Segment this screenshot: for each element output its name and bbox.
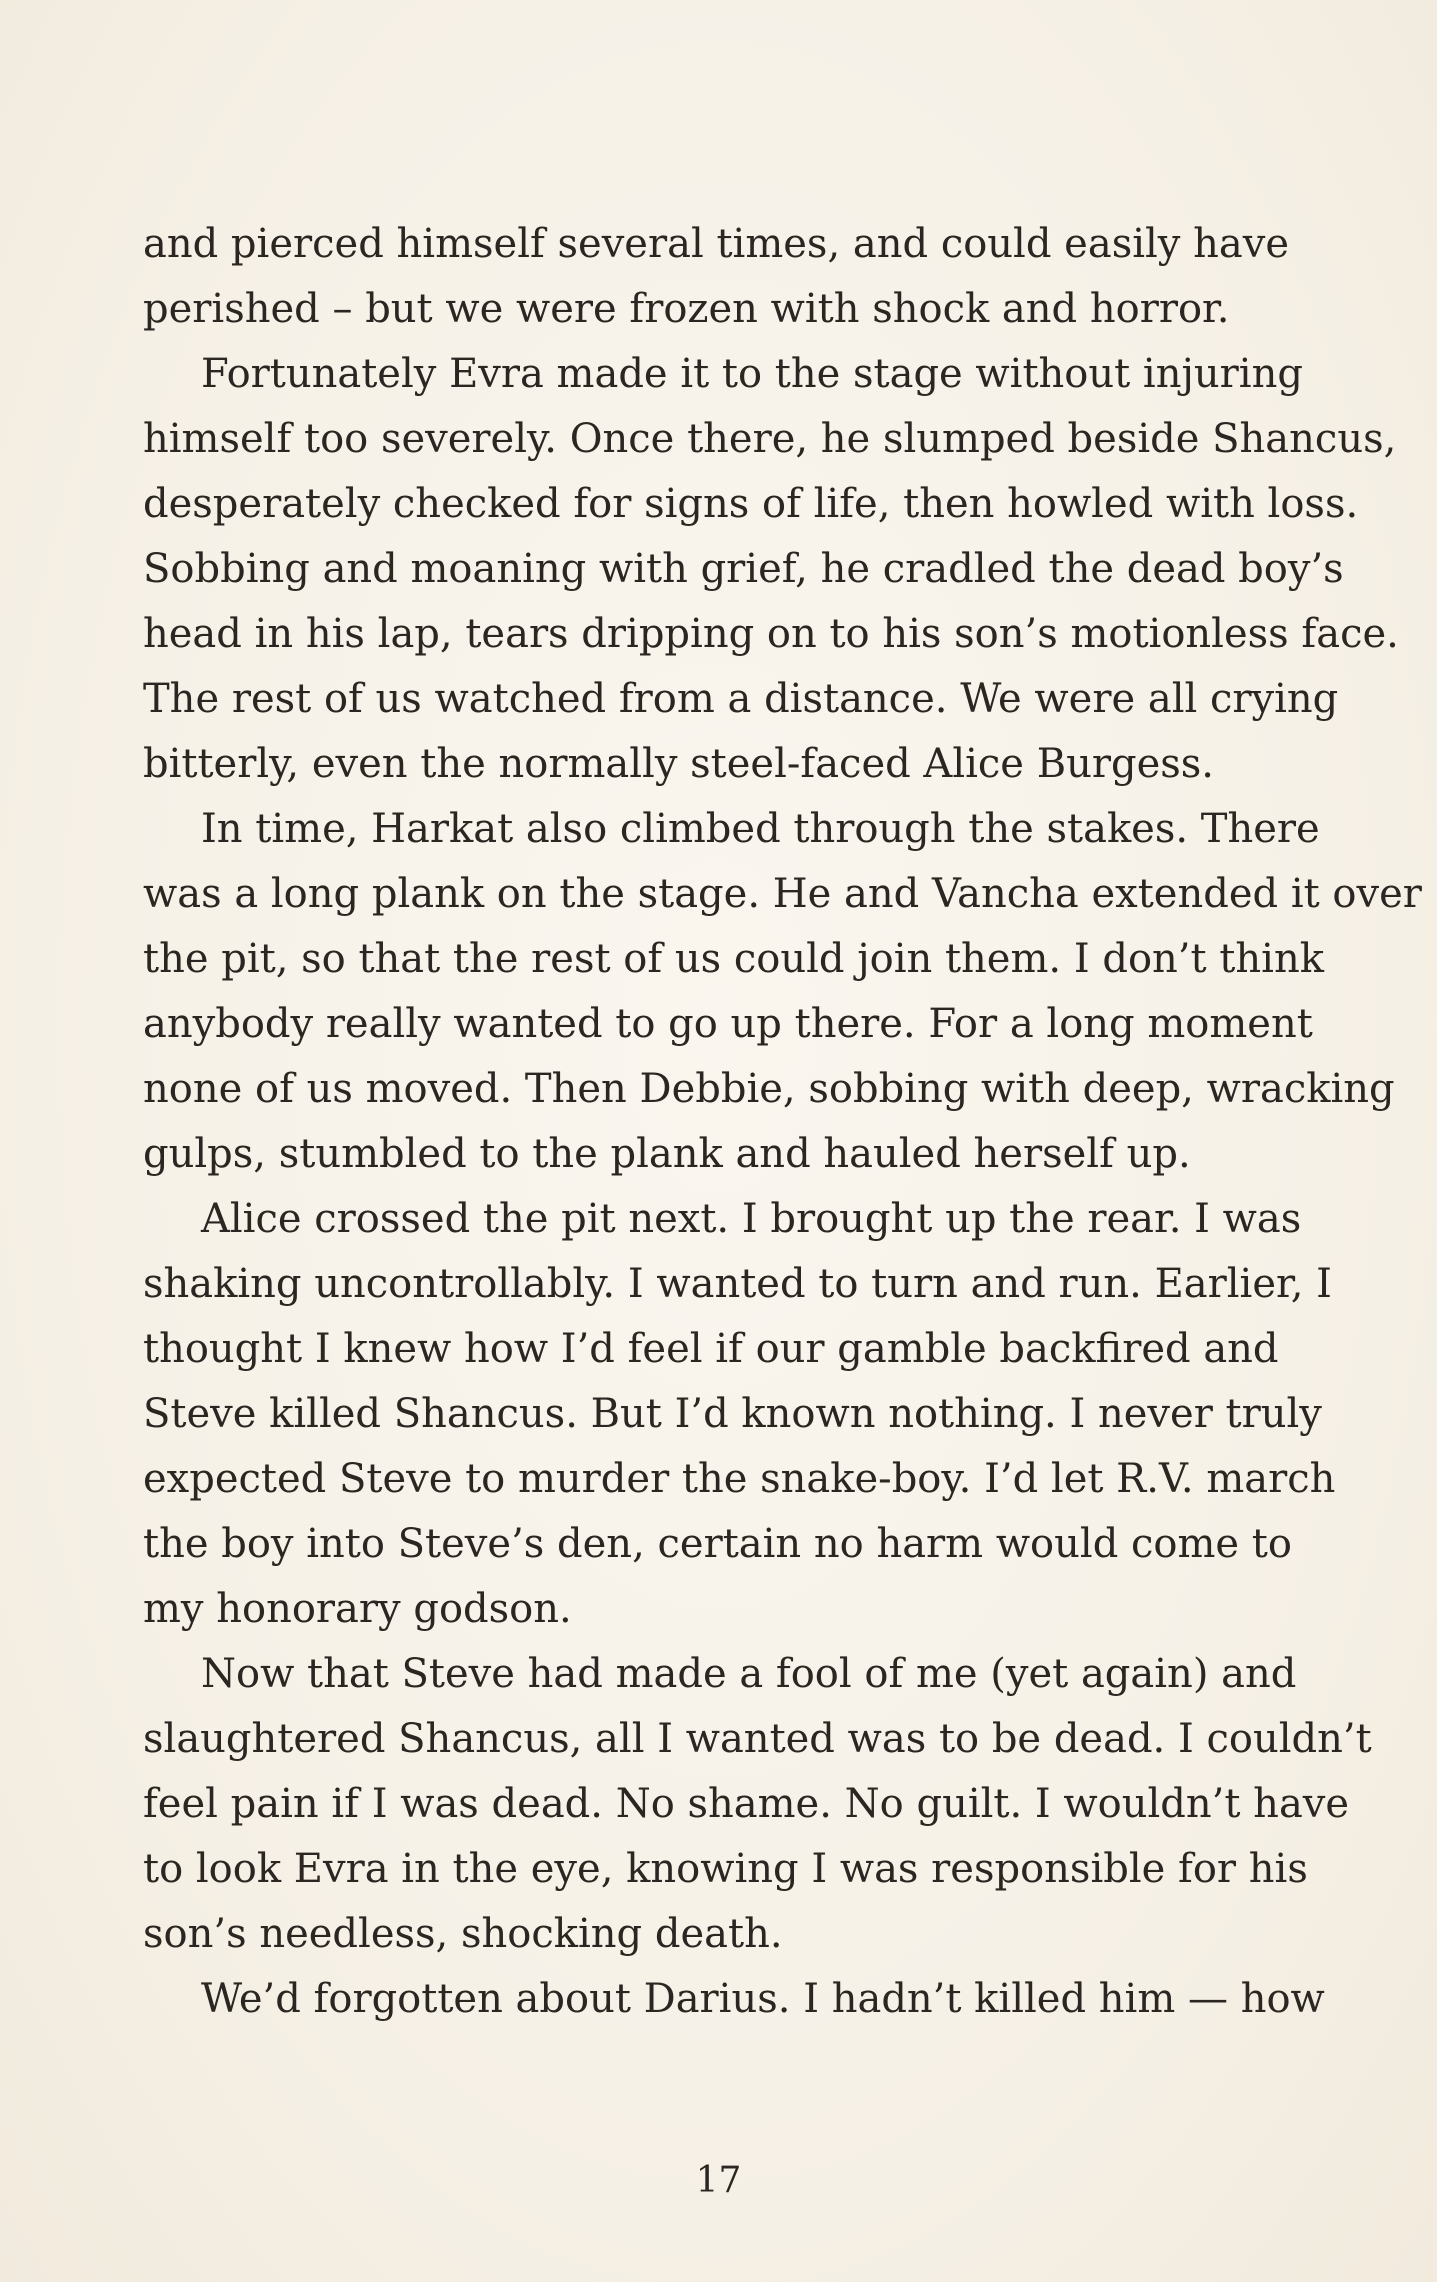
text-line: thought I knew how I’d feel if our gamble backfired and (143, 1326, 1279, 1372)
text-line: and pierced himself several times, and could easily have (143, 221, 1289, 267)
body-text (143, 212, 1422, 2032)
text-line: Steve killed Shancus. But I’d known nothing. I never truly (143, 1391, 1322, 1437)
text-line: was a long plank on the stage. He and Vancha extended it over (143, 871, 1422, 917)
text-line: Alice crossed the pit next. I brought up the rear. I was (201, 1196, 1302, 1242)
text-line: In time, Harkat also climbed through the stakes. There (201, 806, 1320, 852)
text-line: Sobbing and moaning with grief, he cradled the dead boy’s (143, 546, 1344, 592)
text-line: son’s needless, shocking death. (143, 1911, 783, 1957)
text-line: to look Evra in the eye, knowing I was responsible for his (143, 1846, 1308, 1892)
text-line: the boy into Steve’s den, certain no harm would come to (143, 1521, 1292, 1567)
text-line: anybody really wanted to go up there. For a long moment (143, 1001, 1313, 1047)
text-line: gulps, stumbled to the plank and hauled herself up. (143, 1131, 1191, 1177)
text-line: Now that Steve had made a fool of me (yet again) and (201, 1651, 1297, 1697)
text-line: head in his lap, tears dripping on to his son’s motionless face. (143, 611, 1399, 657)
text-line: himself too severely. Once there, he slumped beside Shancus, (143, 416, 1397, 462)
text-line: The rest of us watched from a distance. We were all crying (143, 676, 1339, 722)
text-line: the pit, so that the rest of us could join them. I don’t think (143, 936, 1324, 982)
text-line: my honorary godson. (143, 1586, 572, 1632)
text-line: none of us moved. Then Debbie, sobbing with deep, wracking (143, 1066, 1395, 1112)
text-line: expected Steve to murder the snake-boy. I’d let R.V. march (143, 1456, 1336, 1502)
text-line: We’d forgotten about Darius. I hadn’t killed him — how (201, 1976, 1325, 2022)
text-line: bitterly, even the normally steel-faced Alice Burgess. (143, 741, 1215, 787)
text-line: slaughtered Shancus, all I wanted was to be dead. I couldn’t (143, 1716, 1372, 1762)
page-number: 17 (695, 2160, 742, 2201)
text-line: feel pain if I was dead. No shame. No guilt. I wouldn’t have (143, 1781, 1350, 1827)
text-line: shaking uncontrollably. I wanted to turn and run. Earlier, I (143, 1261, 1332, 1307)
text-line: Fortunately Evra made it to the stage without injuring (201, 351, 1303, 397)
text-line: desperately checked for signs of life, then howled with loss. (143, 481, 1359, 527)
text-line: perished – but we were frozen with shock and horror. (143, 286, 1230, 332)
